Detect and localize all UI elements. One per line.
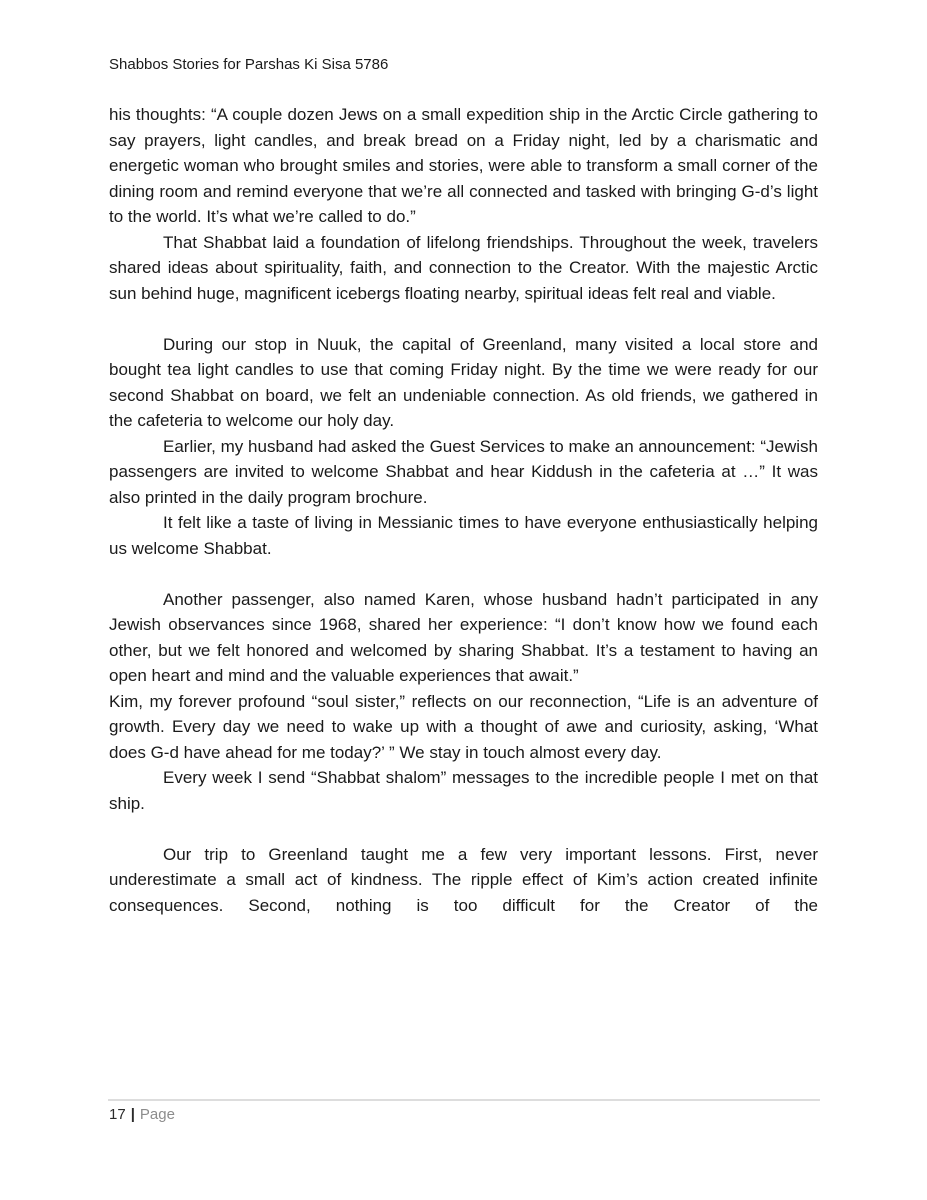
paragraph: That Shabbat laid a foundation of lifelong friendships. Throughout the week, travelers shared ideas about spirituality, faith, and connection to the Creator. With the majestic Arctic sun behind huge, magnificent icebergs floating nearby, spiritual ideas felt real and viable.	[109, 232, 818, 303]
paragraph: his thoughts: “A couple dozen Jews on a small expedition ship in the Arctic Circle gathering to say prayers, light candles, and break bread on a Friday night, led by a charismatic and energetic woman who brought smiles and stories, were able to transform a small corner of the dining room and remind everyone that we’re all connected and tasked with bringing G-d’s light to the world. It’s what we’re called to do.”	[109, 105, 818, 226]
footer-page-label: Page	[139, 1106, 175, 1123]
document-body	[109, 102, 818, 918]
paragraph: Another passenger, also named Karen, whose husband hadn’t participated in any Jewish observances since 1968, shared her experience: “I don’t know how we found each other, but we felt honored and welcomed by sharing Shabbat. It’s a testament to having an open heart and mind and the valuable experiences that await.”	[109, 589, 818, 685]
header-title: Shabbos Stories for Parshas Ki Sisa 5786	[109, 56, 389, 73]
paragraph: Every week I send “Shabbat shalom” messages to the incredible people I met on that ship.	[109, 768, 818, 813]
paragraph: Kim, my forever profound “soul sister,” reflects on our reconnection, “Life is an adventure of growth. Every day we need to wake up with a thought of awe and curiosity, asking, ‘What does G-d have ahead for me today?’ ” We stay in touch almost every day.	[109, 691, 818, 762]
page-number: 17	[109, 1106, 126, 1123]
paragraph: Earlier, my husband had asked the Guest Services to make an announcement: “Jewish passengers are invited to welcome Shabbat and hear Kiddush in the cafeteria at …” It was also printed in the daily program brochure.	[109, 436, 818, 507]
footer-divider	[108, 1099, 820, 1101]
document-header	[109, 55, 818, 75]
document-footer	[109, 1105, 175, 1125]
paragraph: It felt like a taste of living in Messianic times to have everyone enthusiastically helping us welcome Shabbat.	[109, 513, 818, 558]
paragraph: During our stop in Nuuk, the capital of Greenland, many visited a local store and bought tea light candles to use that coming Friday night. By the time we were ready for our second Shabbat on board, we felt an undeniable connection. As old friends, we gathered in the cafeteria to welcome our holy day.	[109, 334, 818, 430]
paragraph: Our trip to Greenland taught me a few very important lessons. First, never underestimate a small act of kindness. The ripple effect of Kim’s action created infinite consequences. Second, nothing is too difficult for the Creator of the	[109, 844, 818, 915]
footer-separator: |	[130, 1106, 135, 1123]
